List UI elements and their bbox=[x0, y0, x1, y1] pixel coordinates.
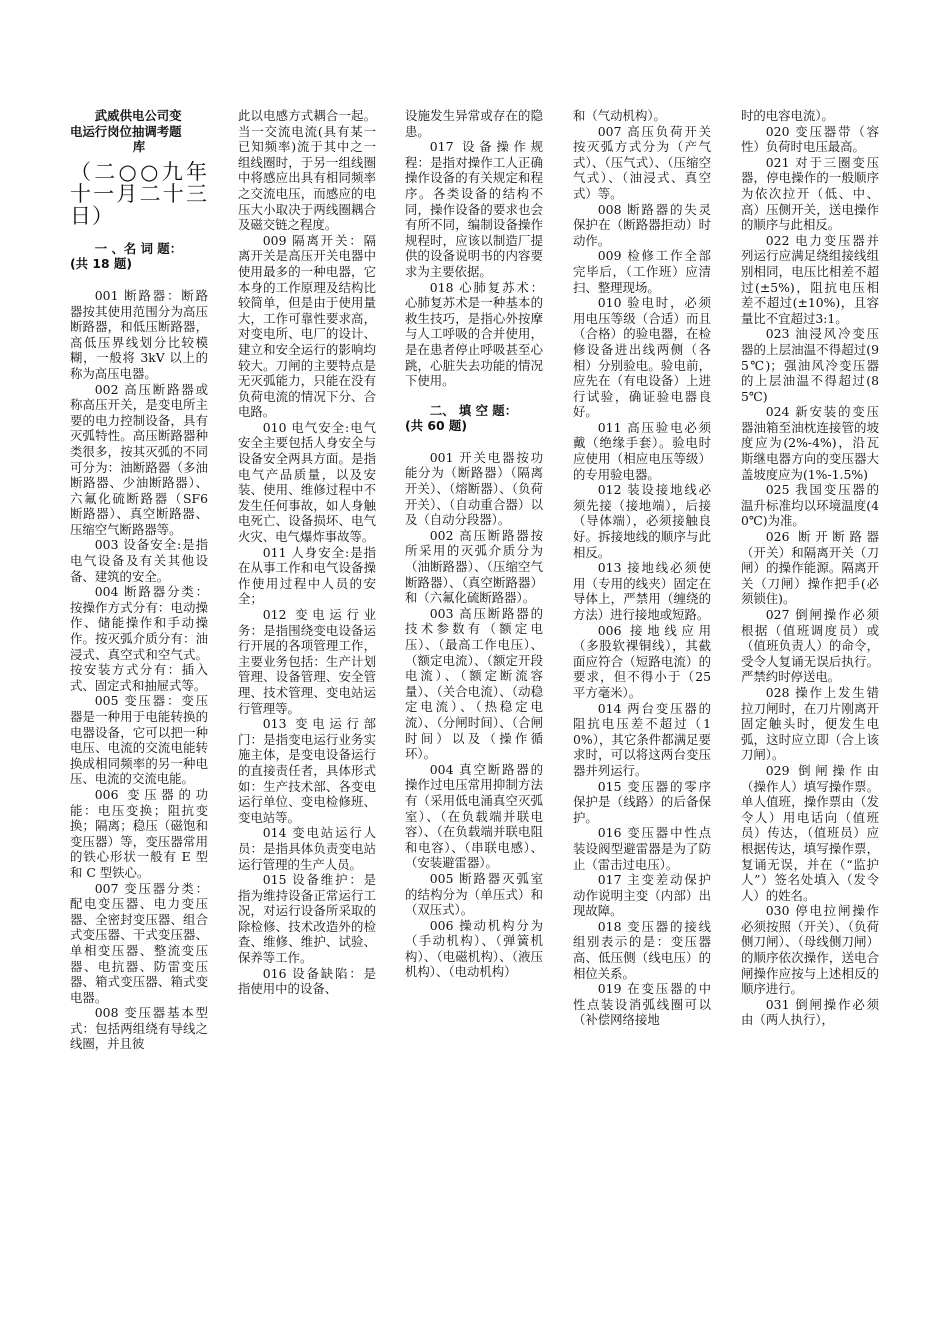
term-018: 018 心肺复苏术：心肺复苏术是一种基本的救生技巧，是指心外按摩与人工呼吸的合并使用，是在患者停止呼吸甚至心跳，心脏失去功能的情况下使用。 bbox=[405, 279, 543, 389]
term-011: 011 人身安全:是指在从事工作和电气设备操作使用过程中人员的安全； bbox=[238, 544, 376, 607]
fill-031: 031 倒闸操作必须由（两人执行）， bbox=[741, 996, 879, 1028]
term-005: 005 变压器：变压器是一种用于电能转换的电器设备，它可以把一种电压、电流的交流电能转换成相同频率的另一种电压、电流的交流电能。 bbox=[70, 693, 208, 787]
section-2-count: (共 60 题) bbox=[405, 418, 467, 434]
term-013: 013 变电运行部门：是指变电运行业务实施主体，是变电设备运行的直接责任者，具体形式如：生产技术部、各变电运行单位、变电检修班、变电站等。 bbox=[238, 716, 376, 825]
term-015: 015 设备维护：是指为维持设备正常运行工况，对运行设备所采取的除检修、技术改造外的检查、维修、维护、试验、保养等工作。 bbox=[238, 872, 376, 966]
fill-008: 008 断路器的失灵保护在（断路器拒动）时动作。 bbox=[573, 201, 711, 248]
fill-012: 012 装设接地线必须先接（接地端），后接（导体端），必须接触良好。拆接地线的顺序与此相反。 bbox=[573, 482, 711, 560]
document-date: （二○○九年十一月二十三日） bbox=[70, 159, 208, 228]
fill-023: 023 油浸风冷变压器的上层油温不得超过(95℃)；强油风冷变压器的上层油温不得超过(85℃) bbox=[741, 326, 879, 404]
term-016-continued: 设施发生异常或存在的隐患。 bbox=[405, 108, 543, 139]
fill-025: 025 我国变压器的温升标准均以环境温度(40℃)为准。 bbox=[741, 482, 879, 529]
column-4 bbox=[573, 108, 711, 1028]
term-012: 012 变电运行业务：是指围绕变电设备运行开展的各项管理工作，主要业务包括：生产计划管理、设备管理、安全管理、技术管理、变电站运行管理等。 bbox=[238, 607, 376, 716]
term-004: 004 断路器分类：按操作方式分有：电动操作、储能操作和手动操作。按灭弧介质分有：油浸式、真空式和空气式。按安装方式分有：插入式、固定式和抽屉式等。 bbox=[70, 584, 208, 693]
fill-018: 018 变压器的接线组别表示的是：变压器高、低压侧（线电压）的相位关系。 bbox=[573, 918, 711, 981]
fill-029: 029 倒闸操作由（操作人）填写操作票。单人值班，操作票由（发令人）用电话向（值班员）传达，（值班员）应根据传达，填写操作票，复诵无误，并在（“监护人”）签名处填入（发令人）的姓名。 bbox=[741, 762, 879, 903]
fill-011: 011 高压验电必须戴（绝缘手套）。验电时应使用（相应电压等级）的专用验电器。 bbox=[573, 419, 711, 482]
section-1-count: (共 18 题) bbox=[70, 256, 132, 272]
fill-024: 024 新安装的变压器油箱至油枕连接管的坡度应为(2%-4%)，沿瓦斯继电器方向的变压器大盖坡度应为(1%-1.5%) bbox=[741, 404, 879, 482]
fill-027: 027 倒闸操作必须根据（值班调度员）或（值班负责人）的命令，受令人复诵无误后执行。严禁约时停送电。 bbox=[741, 607, 879, 685]
fill-004: 004 真空断路器的操作过电压常用抑制方法有（采用低电涌真空灭弧室）、（在负载端并联电容）、（在负载端并联电阻和电容）、（串联电感）、（安装避雷器）。 bbox=[405, 761, 543, 871]
fill-016: 016 变压器中性点装设阀型避雷器是为了防止（雷击过电压）。 bbox=[573, 825, 711, 872]
fill-006b: 006 接地线应用（多股软裸铜线），其截面应符合（短路电流）的要求，但不得小于（25 平方毫米）。 bbox=[573, 622, 711, 700]
term-009: 009 隔离开关：隔离开关是高压开关电器中使用最多的一种电器，它本身的工作原理及结构比较简单，但是由于使用量大，工作可靠性要求高，对变电所、电厂的设计、建立和安全运行的影响均较大。刀闸的主要特点是无灭弧能力，只能在没有负荷电流的情况下分、合电路。 bbox=[238, 232, 376, 420]
term-002: 002 高压断路器或称高压开关，是变电所主要的电力控制设备，具有灭弧特性。高压断路器种类很多，按其灭弧的不同可分为：油断路器（多油断路器、少油断路器）、六氟化硫断路器（SF6 断路器）、真空断路器、压缩空气断路器等。 bbox=[70, 381, 208, 537]
fill-002: 002 高压断路器按所采用的灭弧介质分为（油断路器）、（压缩空气断路器）、（真空断路器）和（六氟化硫断路器）。 bbox=[405, 527, 543, 606]
term-006: 006 变压器的功能：电压变换；阻抗变换；隔离；稳压（磁饱和变压器）等，变压器常用的铁心形状一般有 E 型和 C 型铁心。 bbox=[70, 786, 208, 880]
fill-006-continued: 和（气动机构）。 bbox=[573, 108, 666, 123]
fill-026: 026 断开断路器（开关）和隔离开关（刀闸）的操作能源。隔离开关（刀闸）操作把手(必须锁住)。 bbox=[741, 529, 879, 607]
fill-003: 003 高压断路器的技术参数有（额定电压）、（最高工作电压）、（额定电流）、（额定开段电流）、（额定断流容量）、（关合电流）、（动稳定电流）、（热稳定电流）、（分闸时间）、（合闸时间）以及（操作循环）。 bbox=[405, 605, 543, 762]
fill-006: 006 操动机构分为（手动机构）、（弹簧机构）、（电磁机构）、（液压机构）、（电动机构） bbox=[405, 917, 543, 980]
column-2 bbox=[238, 108, 376, 997]
fill-005: 005 断路器灭弧室的结构分为（单压式）和（双压式）。 bbox=[405, 870, 543, 918]
term-008: 008 变压器基本型式：包括两组绕有导线之线圈，并且彼 bbox=[70, 1005, 208, 1052]
document-title-line-2: 电运行岗位抽调考题 bbox=[70, 123, 182, 139]
column-3 bbox=[405, 108, 543, 980]
fill-020: 020 变压器带（容性）负荷时电压最高。 bbox=[741, 123, 879, 155]
term-008-continued: 此以电感方式耦合一起。当一交流电流(具有某一已知频率)流于其中之一组线圈时，于另一组线圈中将感应出具有相同频率之交流电压，而感应的电压大小取决于两线圈耦合及磁交链之程度。 bbox=[238, 108, 376, 233]
fill-010: 010 验电时，必须用电压等级（合适）而且（合格）的验电器，在检修设备进出线两侧（各相）分别验电。验电前，应先在（有电设备）上进行试验，确证验电器良好。 bbox=[573, 295, 711, 420]
term-014: 014 变电站运行人员：是指具体负责变电站运行管理的生产人员。 bbox=[238, 825, 376, 872]
fill-021: 021 对于三圈变压器，停电操作的一般顺序为依次拉开（低、中、高）压侧开关，送电操作的顺序与此相反。 bbox=[741, 154, 879, 233]
column-5 bbox=[741, 108, 879, 1028]
fill-019: 019 在变压器的中性点装设消弧线圈可以（补偿网络接地 bbox=[573, 981, 711, 1028]
fill-014: 014 两台变压器的阻抗电压差不超过（10%），其它条件都满足要求时，可以将这两台变压器并列运行。 bbox=[573, 700, 711, 778]
fill-017: 017 主变差动保护动作说明主变（内部）出现故障。 bbox=[573, 872, 711, 919]
term-017: 017 设备操作规程：是指对操作工人正确操作设备的有关规定和程序。各类设备的结构不同，操作设备的要求也会有所不同，编制设备操作规程时，应该以制造厂提供的设备说明书的内容要求为主要依据。 bbox=[405, 139, 543, 279]
term-016: 016 设备缺陷：是指使用中的设备、 bbox=[238, 965, 376, 997]
section-1-heading: 一 、名 词 题： bbox=[94, 240, 183, 256]
document-title-line-3: 库 bbox=[132, 139, 146, 155]
document-title-line-1: 武威供电公司变 bbox=[94, 108, 182, 123]
fill-009: 009 检修工作全部完毕后，（工作班）应清扫、整理现场。 bbox=[573, 248, 711, 295]
term-007: 007 变压器分类：配电变压器、电力变压器、全密封变压器、组合式变压器、干式变压器、单相变压器、整流变压器、电抗器、防雷变压器、箱式变压器、箱式变电器。 bbox=[70, 880, 208, 1005]
section-2-heading: 二、 填 空 题： bbox=[429, 402, 518, 418]
fill-028: 028 操作上发生错拉刀闸时，在刀片刚离开固定触头时，便发生电弧，这时应立即（合上该刀闸）。 bbox=[741, 684, 879, 763]
fill-013: 013 接地线必须使用（专用的线夹）固定在导体上，严禁用（缠绕的方法）进行接地或短路。 bbox=[573, 560, 711, 622]
fill-001: 001 开关电器按功能分为（断路器）（隔离开关）、（熔断器）、（负荷开关）、（自动重合器）以及（自动分段器）。 bbox=[405, 449, 543, 528]
term-001: 001 断路器：断路器按其使用范围分为高压断路器，和低压断路器，高低压界线划分比较模糊，一般将 3kV 以上的称为高压电器。 bbox=[70, 287, 208, 381]
fill-022: 022 电力变压器并列运行应满足绕组接线组别相同，电压比相差不超过(±5%)，阻抗电压相差不超过(±10%)，且容量比不宜超过3:1。 bbox=[741, 232, 879, 326]
term-010: 010 电气安全:电气安全主要包括人身安全与设备安全两具方面。是指电气产品质量，以及安装、使用、维修过程中不发生任何事故，如人身触电死亡、设备损坏、电气火灾、电气爆炸事故等。 bbox=[238, 419, 376, 545]
fill-015: 015 变压器的零序保护是（线路）的后备保护。 bbox=[573, 778, 711, 825]
column-1 bbox=[70, 108, 208, 1052]
fill-007: 007 高压负荷开关按灭弧方式分为（产气式）、（压气式）、（压缩空气式）、（油浸式、真空式）等。 bbox=[573, 123, 711, 201]
fill-030: 030 停电拉闸操作必须按照（开关）、（负荷侧刀闸）、（母线侧刀闸）的顺序依次操作，送电合闸操作应按与上述相反的顺序进行。 bbox=[741, 903, 879, 997]
term-003: 003 设备安全:是指电气设备及有关其他设备、建筑的安全。 bbox=[70, 537, 208, 584]
fill-019-continued: 时的电容电流）。 bbox=[741, 108, 834, 123]
